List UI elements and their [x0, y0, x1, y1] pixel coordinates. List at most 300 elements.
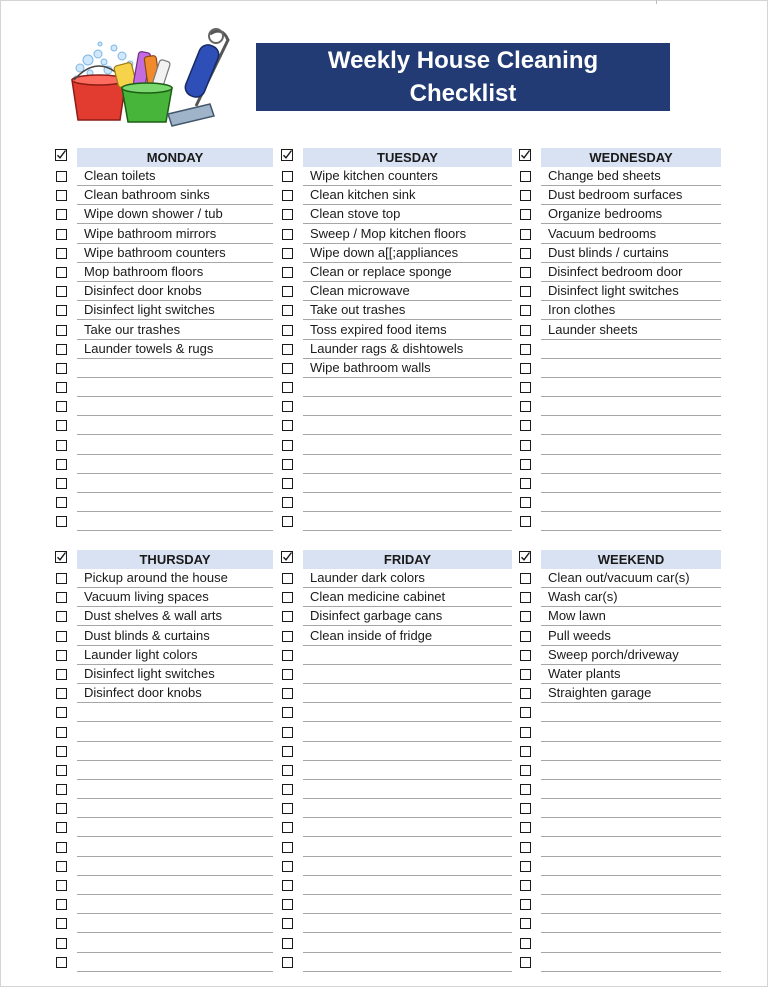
- task-checkbox[interactable]: [520, 229, 531, 240]
- task-text: Vacuum bedrooms: [541, 225, 721, 244]
- task-checkbox[interactable]: [282, 401, 293, 412]
- checked-box-icon: [55, 551, 67, 563]
- checklist-row: [281, 416, 512, 435]
- day-column-monday: [55, 148, 273, 532]
- checklist-row: [55, 186, 273, 205]
- checklist-row: [55, 205, 273, 224]
- task-text: Disinfect door knobs: [77, 282, 273, 301]
- day-header-weekend: [519, 550, 721, 569]
- blank-task-line: [541, 934, 721, 953]
- task-text: Clean stove top: [303, 205, 512, 224]
- task-text: Toss expired food items: [303, 321, 512, 340]
- task-checkbox[interactable]: [56, 727, 67, 738]
- checklist-row: [55, 263, 273, 282]
- task-checkbox[interactable]: [56, 765, 67, 776]
- day-column-wednesday: [519, 148, 721, 532]
- blank-task-line: [303, 780, 512, 799]
- task-checkbox[interactable]: [56, 918, 67, 929]
- task-checkbox[interactable]: [520, 765, 531, 776]
- checklist-row: [281, 934, 512, 953]
- task-checkbox[interactable]: [282, 209, 293, 220]
- task-checkbox[interactable]: [56, 363, 67, 374]
- task-checkbox[interactable]: [56, 171, 67, 182]
- task-text: Clean medicine cabinet: [303, 588, 512, 607]
- checklist-row: [55, 340, 273, 359]
- task-checkbox[interactable]: [520, 842, 531, 853]
- task-checkbox[interactable]: [282, 631, 293, 642]
- blank-task-line: [541, 914, 721, 933]
- task-checkbox[interactable]: [282, 190, 293, 201]
- task-checkbox[interactable]: [520, 957, 531, 968]
- task-checkbox[interactable]: [282, 420, 293, 431]
- task-text: Mow lawn: [541, 607, 721, 626]
- task-checkbox[interactable]: [520, 209, 531, 220]
- task-checkbox[interactable]: [282, 459, 293, 470]
- checklist-row: [519, 244, 721, 263]
- blank-task-line: [303, 895, 512, 914]
- checklist-row: [519, 359, 721, 378]
- task-checkbox[interactable]: [282, 727, 293, 738]
- checklist-row: [55, 397, 273, 416]
- checklist-row: [281, 225, 512, 244]
- task-checkbox[interactable]: [282, 592, 293, 603]
- task-checkbox[interactable]: [520, 478, 531, 489]
- task-checkbox[interactable]: [282, 707, 293, 718]
- checklist-row: [519, 378, 721, 397]
- day-title: MONDAY: [77, 148, 273, 167]
- task-checkbox[interactable]: [520, 650, 531, 661]
- checklist-row: [281, 838, 512, 857]
- blank-task-line: [77, 455, 273, 474]
- task-checkbox[interactable]: [56, 707, 67, 718]
- day-title: THURSDAY: [77, 550, 273, 569]
- checklist-row: [519, 569, 721, 588]
- task-checkbox[interactable]: [282, 363, 293, 374]
- task-checkbox[interactable]: [282, 938, 293, 949]
- checklist-row: [281, 397, 512, 416]
- checklist-row: [55, 723, 273, 742]
- checked-box-icon: [519, 551, 531, 563]
- blank-task-line: [303, 934, 512, 953]
- blank-task-line: [303, 512, 512, 531]
- checklist-row: [519, 588, 721, 607]
- blank-task-line: [77, 742, 273, 761]
- checklist-row: [281, 205, 512, 224]
- checklist-row: [281, 780, 512, 799]
- task-checkbox[interactable]: [56, 957, 67, 968]
- task-checkbox[interactable]: [520, 880, 531, 891]
- task-checkbox[interactable]: [282, 286, 293, 297]
- blank-task-line: [541, 780, 721, 799]
- task-text: Disinfect door knobs: [77, 684, 273, 703]
- task-checkbox[interactable]: [282, 267, 293, 278]
- blank-task-line: [77, 378, 273, 397]
- task-checkbox[interactable]: [282, 478, 293, 489]
- checklist-row: [55, 780, 273, 799]
- task-checkbox[interactable]: [56, 420, 67, 431]
- task-checkbox[interactable]: [56, 650, 67, 661]
- task-checkbox[interactable]: [282, 765, 293, 776]
- checklist-row: [519, 627, 721, 646]
- checklist-row: [519, 914, 721, 933]
- task-checkbox[interactable]: [520, 440, 531, 451]
- checklist-row: [281, 436, 512, 455]
- task-checkbox[interactable]: [282, 688, 293, 699]
- checklist-row: [281, 378, 512, 397]
- task-checkbox[interactable]: [282, 842, 293, 853]
- task-checkbox[interactable]: [56, 822, 67, 833]
- checklist-row: [55, 895, 273, 914]
- task-checkbox[interactable]: [282, 305, 293, 316]
- task-checkbox[interactable]: [56, 248, 67, 259]
- checked-box-icon: [519, 149, 531, 161]
- task-checkbox[interactable]: [56, 784, 67, 795]
- task-text: Change bed sheets: [541, 167, 721, 186]
- task-checkbox[interactable]: [282, 880, 293, 891]
- checklist-row: [519, 340, 721, 359]
- blank-task-line: [541, 474, 721, 493]
- checklist-row: [281, 455, 512, 474]
- blank-task-line: [77, 723, 273, 742]
- checklist-row: [55, 799, 273, 818]
- task-checkbox[interactable]: [56, 938, 67, 949]
- blank-task-line: [541, 876, 721, 895]
- blank-task-line: [77, 934, 273, 953]
- task-text: Launder towels & rugs: [77, 340, 273, 359]
- task-text: Clean or replace sponge: [303, 263, 512, 282]
- blank-task-line: [77, 876, 273, 895]
- task-checkbox[interactable]: [56, 573, 67, 584]
- task-checkbox[interactable]: [520, 459, 531, 470]
- task-checkbox[interactable]: [56, 229, 67, 240]
- checklist-row: [519, 742, 721, 761]
- task-checkbox[interactable]: [282, 899, 293, 910]
- checklist-row: [519, 607, 721, 626]
- blank-task-line: [541, 761, 721, 780]
- blank-task-line: [77, 838, 273, 857]
- task-checkbox[interactable]: [56, 382, 67, 393]
- task-checkbox[interactable]: [520, 190, 531, 201]
- checklist-row: [281, 799, 512, 818]
- blank-task-line: [77, 799, 273, 818]
- task-checkbox[interactable]: [520, 497, 531, 508]
- blank-task-line: [541, 397, 721, 416]
- task-checkbox[interactable]: [56, 344, 67, 355]
- task-checkbox[interactable]: [282, 803, 293, 814]
- task-checkbox[interactable]: [282, 784, 293, 795]
- task-checkbox[interactable]: [520, 669, 531, 680]
- task-checkbox[interactable]: [282, 497, 293, 508]
- task-checkbox[interactable]: [282, 861, 293, 872]
- task-checkbox[interactable]: [56, 190, 67, 201]
- day-column-thursday: [55, 550, 273, 972]
- task-checkbox[interactable]: [520, 861, 531, 872]
- checklist-row: [281, 282, 512, 301]
- blank-task-line: [77, 436, 273, 455]
- task-checkbox[interactable]: [56, 880, 67, 891]
- task-checkbox[interactable]: [520, 631, 531, 642]
- task-checkbox[interactable]: [56, 592, 67, 603]
- task-checkbox[interactable]: [56, 611, 67, 622]
- checklist-row: [281, 263, 512, 282]
- task-text: Water plants: [541, 665, 721, 684]
- task-checkbox[interactable]: [520, 248, 531, 259]
- checklist-row: [281, 569, 512, 588]
- task-checkbox[interactable]: [520, 592, 531, 603]
- blank-task-line: [77, 761, 273, 780]
- checklist-row: [55, 436, 273, 455]
- checklist-row: [281, 493, 512, 512]
- task-checkbox[interactable]: [282, 957, 293, 968]
- checklist-row: [519, 934, 721, 953]
- task-checkbox[interactable]: [520, 286, 531, 297]
- task-checkbox[interactable]: [282, 344, 293, 355]
- checklist-row: [281, 607, 512, 626]
- checklist-row: [281, 646, 512, 665]
- day-header-tuesday: [281, 148, 512, 167]
- task-text: Pickup around the house: [77, 569, 273, 588]
- task-checkbox[interactable]: [520, 420, 531, 431]
- blank-task-line: [303, 761, 512, 780]
- task-text: Launder light colors: [77, 646, 273, 665]
- checklist-row: [281, 588, 512, 607]
- checklist-row: [519, 646, 721, 665]
- task-checkbox[interactable]: [520, 363, 531, 374]
- blank-task-line: [77, 857, 273, 876]
- task-text: Disinfect light switches: [77, 665, 273, 684]
- checklist-row: [519, 474, 721, 493]
- task-checkbox[interactable]: [56, 842, 67, 853]
- task-checkbox[interactable]: [56, 209, 67, 220]
- checklist-row: [55, 703, 273, 722]
- task-checkbox[interactable]: [282, 229, 293, 240]
- task-checkbox[interactable]: [520, 938, 531, 949]
- checklist-row: [281, 953, 512, 972]
- task-checkbox[interactable]: [520, 746, 531, 757]
- task-text: Sweep / Mop kitchen floors: [303, 225, 512, 244]
- task-checkbox[interactable]: [520, 401, 531, 412]
- task-checkbox[interactable]: [282, 382, 293, 393]
- task-checkbox[interactable]: [520, 707, 531, 718]
- task-text: Vacuum living spaces: [77, 588, 273, 607]
- task-text: Wipe bathroom walls: [303, 359, 512, 378]
- checklist-row: [281, 512, 512, 531]
- task-checkbox[interactable]: [520, 688, 531, 699]
- blank-task-line: [303, 436, 512, 455]
- checklist-row: [519, 799, 721, 818]
- task-checkbox[interactable]: [56, 688, 67, 699]
- title-line-1: Weekly House Cleaning: [327, 47, 599, 74]
- blank-task-line: [541, 723, 721, 742]
- blank-task-line: [77, 359, 273, 378]
- task-checkbox[interactable]: [520, 784, 531, 795]
- task-checkbox[interactable]: [520, 382, 531, 393]
- task-text: Clean toilets: [77, 167, 273, 186]
- task-checkbox[interactable]: [520, 516, 531, 527]
- task-checkbox[interactable]: [56, 478, 67, 489]
- task-checkbox[interactable]: [56, 305, 67, 316]
- checklist-row: [519, 857, 721, 876]
- task-checkbox[interactable]: [282, 611, 293, 622]
- checklist-row: [281, 684, 512, 703]
- checklist-row: [281, 723, 512, 742]
- task-checkbox[interactable]: [520, 305, 531, 316]
- task-checkbox[interactable]: [520, 171, 531, 182]
- checklist-row: [55, 493, 273, 512]
- task-checkbox[interactable]: [282, 516, 293, 527]
- blank-task-line: [303, 953, 512, 972]
- blank-task-line: [77, 703, 273, 722]
- task-checkbox[interactable]: [56, 497, 67, 508]
- title-banner: [256, 43, 670, 111]
- blank-task-line: [77, 895, 273, 914]
- checklist-row: [55, 684, 273, 703]
- checklist-row: [519, 436, 721, 455]
- day-header-thursday: [55, 550, 273, 569]
- task-text: Dust blinds & curtains: [77, 627, 273, 646]
- task-checkbox[interactable]: [520, 822, 531, 833]
- task-text: Disinfect garbage cans: [303, 607, 512, 626]
- blank-task-line: [303, 378, 512, 397]
- checklist-row: [55, 321, 273, 340]
- blank-task-line: [303, 914, 512, 933]
- blank-task-line: [77, 397, 273, 416]
- task-text: Wipe down a[[;appliances: [303, 244, 512, 263]
- checked-box-icon: [55, 149, 67, 161]
- task-checkbox[interactable]: [282, 248, 293, 259]
- checklist-row: [281, 474, 512, 493]
- checklist-row: [281, 301, 512, 320]
- blank-task-line: [541, 895, 721, 914]
- task-checkbox[interactable]: [56, 899, 67, 910]
- checklist-row: [55, 167, 273, 186]
- blank-task-line: [303, 838, 512, 857]
- checklist-row: [519, 397, 721, 416]
- task-checkbox[interactable]: [56, 631, 67, 642]
- task-checkbox[interactable]: [56, 669, 67, 680]
- checklist-row: [55, 761, 273, 780]
- task-checkbox[interactable]: [56, 803, 67, 814]
- task-checkbox[interactable]: [56, 459, 67, 470]
- day-header-monday: [55, 148, 273, 167]
- checklist-row: [55, 818, 273, 837]
- blank-task-line: [77, 474, 273, 493]
- checklist-row: [519, 684, 721, 703]
- blank-task-line: [303, 474, 512, 493]
- task-checkbox[interactable]: [520, 573, 531, 584]
- task-checkbox[interactable]: [56, 746, 67, 757]
- checklist-row: [55, 838, 273, 857]
- checklist-row: [55, 953, 273, 972]
- task-checkbox[interactable]: [282, 573, 293, 584]
- task-checkbox[interactable]: [282, 669, 293, 680]
- task-checkbox[interactable]: [520, 803, 531, 814]
- task-text: Wipe bathroom counters: [77, 244, 273, 263]
- task-checkbox[interactable]: [282, 918, 293, 929]
- task-checkbox[interactable]: [56, 516, 67, 527]
- task-checkbox[interactable]: [56, 401, 67, 412]
- task-text: Wipe kitchen counters: [303, 167, 512, 186]
- checklist-row: [519, 493, 721, 512]
- blank-task-line: [541, 953, 721, 972]
- task-checkbox[interactable]: [520, 344, 531, 355]
- blank-task-line: [303, 493, 512, 512]
- checklist-row: [55, 416, 273, 435]
- checklist-row: [519, 665, 721, 684]
- checklist-row: [281, 627, 512, 646]
- checklist-row: [55, 627, 273, 646]
- checklist-row: [519, 282, 721, 301]
- task-checkbox[interactable]: [56, 267, 67, 278]
- checklist-row: [281, 876, 512, 895]
- task-text: Launder dark colors: [303, 569, 512, 588]
- task-checkbox[interactable]: [56, 440, 67, 451]
- checklist-row: [519, 780, 721, 799]
- task-checkbox[interactable]: [520, 325, 531, 336]
- task-text: Mop bathroom floors: [77, 263, 273, 282]
- checklist-row: [281, 818, 512, 837]
- task-checkbox[interactable]: [520, 918, 531, 929]
- blank-task-line: [77, 953, 273, 972]
- blank-task-line: [303, 857, 512, 876]
- day-column-friday: [281, 550, 512, 972]
- task-text: Clean inside of fridge: [303, 627, 512, 646]
- blank-task-line: [303, 665, 512, 684]
- blank-task-line: [77, 512, 273, 531]
- task-checkbox[interactable]: [520, 267, 531, 278]
- checklist-row: [281, 340, 512, 359]
- task-checkbox[interactable]: [282, 440, 293, 451]
- checklist-row: [519, 761, 721, 780]
- day-title: TUESDAY: [303, 148, 512, 167]
- task-checkbox[interactable]: [282, 325, 293, 336]
- task-text: Clean bathroom sinks: [77, 186, 273, 205]
- checklist-row: [55, 282, 273, 301]
- task-text: Sweep porch/driveway: [541, 646, 721, 665]
- blank-task-line: [77, 416, 273, 435]
- checklist-row: [519, 876, 721, 895]
- task-checkbox[interactable]: [282, 650, 293, 661]
- checklist-row: [519, 225, 721, 244]
- day-title: WEDNESDAY: [541, 148, 721, 167]
- task-checkbox[interactable]: [56, 325, 67, 336]
- blank-task-line: [541, 359, 721, 378]
- task-checkbox[interactable]: [282, 746, 293, 757]
- checklist-row: [519, 455, 721, 474]
- task-text: Organize bedrooms: [541, 205, 721, 224]
- task-text: Take out trashes: [303, 301, 512, 320]
- blank-task-line: [303, 416, 512, 435]
- task-checkbox[interactable]: [520, 611, 531, 622]
- checklist-row: [55, 474, 273, 493]
- task-checkbox[interactable]: [282, 822, 293, 833]
- task-text: Pull weeds: [541, 627, 721, 646]
- day-title: WEEKEND: [541, 550, 721, 569]
- checklist-row: [519, 818, 721, 837]
- task-checkbox[interactable]: [282, 171, 293, 182]
- blank-task-line: [541, 742, 721, 761]
- task-text: Disinfect light switches: [77, 301, 273, 320]
- task-checkbox[interactable]: [520, 899, 531, 910]
- checklist-row: [55, 301, 273, 320]
- task-text: Launder sheets: [541, 321, 721, 340]
- checklist-row: [55, 857, 273, 876]
- task-text: Wipe down shower / tub: [77, 205, 273, 224]
- task-checkbox[interactable]: [56, 286, 67, 297]
- task-checkbox[interactable]: [520, 727, 531, 738]
- task-checkbox[interactable]: [56, 861, 67, 872]
- title-line-2: Checklist: [409, 80, 517, 107]
